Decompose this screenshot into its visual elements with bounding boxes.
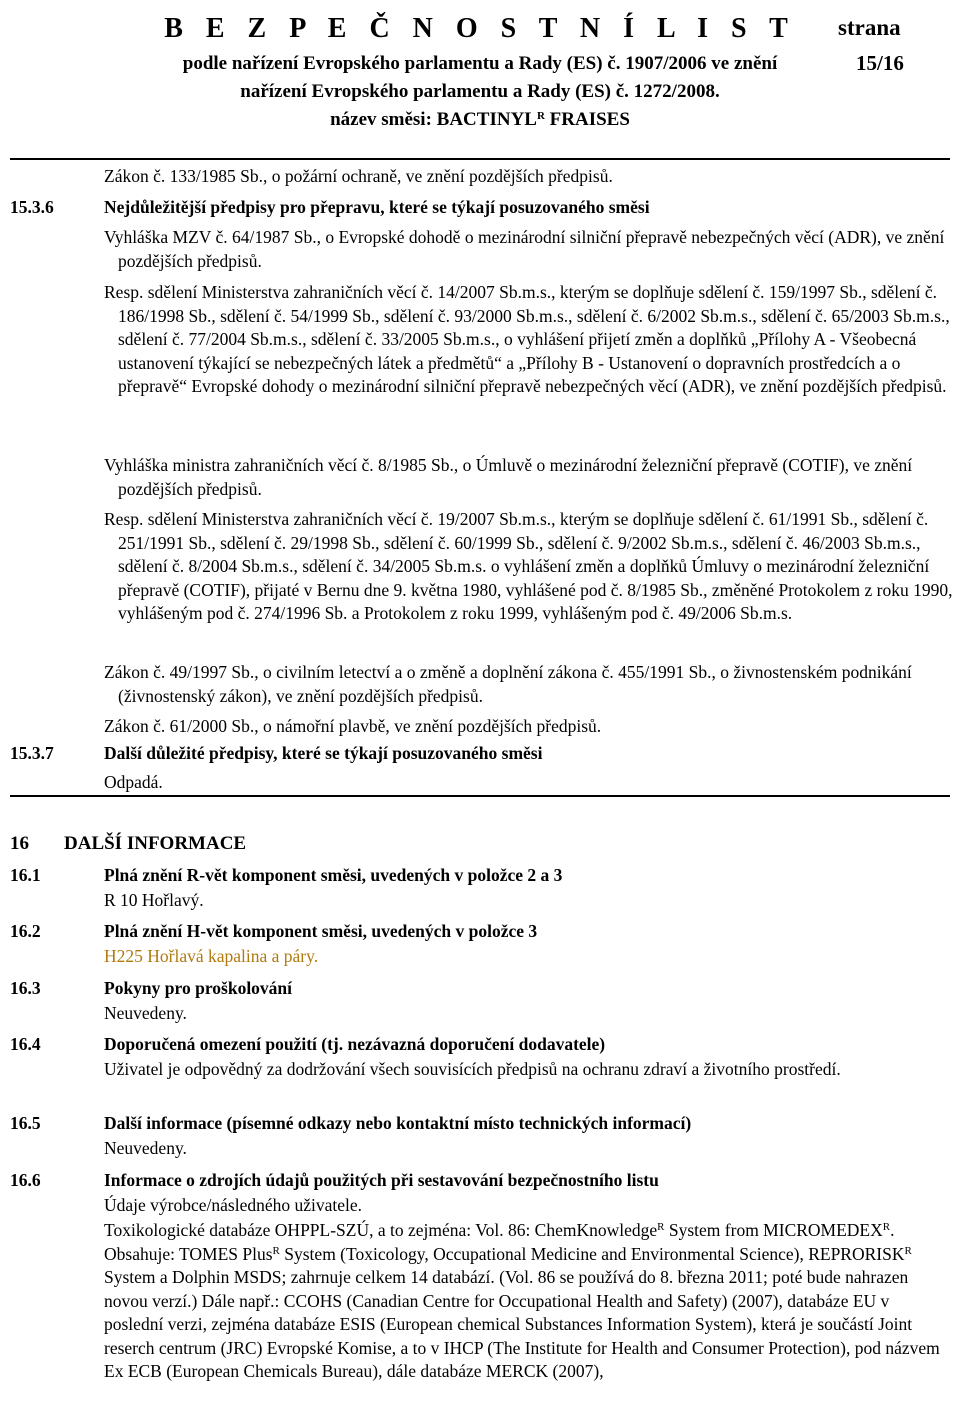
section-title: Nejdůležitější předpisy pro přepravu, které se týkají posuzovaného směsi [104,197,650,217]
section-number: 16.2 [10,921,41,941]
page-label: strana [838,15,901,40]
paragraph: Neuvedeny. [104,1138,187,1158]
paragraph: Vyhláška MZV č. 64/1987 Sb., o Evropské dohodě o mezinárodní silniční přepravě nebezpečných věcí (ADR), ve znění pozdějších předpisů. [104,227,945,271]
text-run: System from MICROMEDEX [664,1220,883,1240]
section-number: 16 [10,833,29,854]
section-title: Doporučená omezení použití (tj. nezávazná doporučení dodavatele) [104,1034,606,1054]
section-number: 15.3.7 [10,743,54,763]
paragraph: Neuvedeny. [104,1003,187,1023]
header-divider [10,158,950,160]
mixture-name-prefix: název směsi: BACTINYL [330,109,537,130]
section-title: Plná znění R-vět komponent směsi, uvedených v položce 2 a 3 [104,865,563,885]
paragraph: Uživatel je odpovědný za dodržování všech souvisících předpisů na ochranu zdraví a životního prostředí. [104,1059,841,1079]
section-number: 16.6 [10,1170,41,1190]
paragraph: Resp. sdělení Ministerstva zahraničních věcí č. 14/2007 Sb.m.s., kterým se doplňuje sdělení č. 159/1997 Sb., sdělení č. 186/1998 Sb., sdělení č. 54/1999 Sb., sdělení č. 93/2000 Sb.m.s., sdělení č. 6/2002 Sb.m.s., sdělení č. 65/2003 Sb.m.s., sdělení č. 77/2004 Sb.m.s., sdělení č. 33/2005 Sb.m.s., o vyhlášení přijetí změn a doplňků „Přílohy A - Všeobecná ustanovení týkající se nebezpečných látek a předmětů“ a „Přílohy B - Ustanovení o dopravních prostředcích a o přepravě“ Evropské dohody o mezinárodní silniční přepravě nebezpečných věcí (ADR), ve znění pozdějších předpisů. [104,282,950,396]
registered-mark: R [904,1244,912,1257]
regulation-line-1: podle nařízení Evropského parlamentu a Rady (ES) č. 1907/2006 ve znění [182,53,778,74]
text-run: . Obsahuje: TOMES Plus [104,1220,895,1264]
section-number: 15.3.6 [10,197,54,217]
registered-mark: R [882,1221,891,1233]
paragraph: H225 Hořlavá kapalina a páry. [104,946,319,966]
text-run: System (Toxicology, Occupational Medicine and Environmental Science), REPRORISK [279,1243,905,1264]
text-run: Toxikologické databáze OHPPL-SZÚ, a to zejména: Vol. 86: ChemKnowledge [104,1220,658,1240]
paragraph: Vyhláška ministra zahraničních věcí č. 8/1985 Sb., o Úmluvě o mezinárodní železniční přepravě (COTIF), ve znění pozdějších předpisů. [104,455,913,499]
mixture-name-suffix: FRAISES [544,109,630,130]
paragraph: Odpadá. [104,772,163,792]
paragraph: Zákon č. 49/1997 Sb., o civilním letectví a o změně a doplnění zákona č. 455/1991 Sb., o živnostenském podnikání (živnostenský zákon), ve znění pozdějších předpisů. [104,662,912,706]
mixture-name [0,108,960,132]
document-title: B E Z P E Č N O S T N Í L I S T [164,13,796,44]
registered-mark: R [536,110,545,122]
paragraph: Resp. sdělení Ministerstva zahraničních věcí č. 19/2007 Sb.m.s., kterým se doplňuje sdělení č. 61/1991 Sb., sdělení č. 251/1991 Sb., sdělení č. 29/1998 Sb., sdělení č. 60/1999 Sb., sdělení č. 9/2002 Sb.m.s., sdělení č. 46/2003 Sb.m.s., sdělení č. 8/2004 Sb.m.s., sdělení č. 34/2005 Sb.m.s. o vyhlášení změn a doplňků Úmluvy o mezinárodní železniční přepravě (COTIF), přijaté v Bernu dne 9. května 1980, vyhlášené pod č. 8/1985 Sb., změněné Protokolem z roku 1990, vyhlášeným pod č. 274/1996 Sb. a Protokolem z roku 1999, vyhlášeným pod č. 49/2006 Sb.m.s. [104,509,953,623]
section-number: 16.3 [10,978,41,998]
paragraph: Zákon č. 133/1985 Sb., o požární ochraně, ve znění pozdějších předpisů. [104,166,613,186]
section-number: 16.4 [10,1034,41,1054]
registered-mark: R [657,1221,665,1233]
section-title: Informace o zdrojích údajů použitých při sestavování bezpečnostního listu [104,1170,659,1190]
paragraph: R 10 Hořlavý. [104,890,204,910]
page-number: 15/16 [856,51,904,75]
regulation-line-2: nařízení Evropského parlamentu a Rady (ES) č. 1272/2008. [240,81,720,102]
section-number: 16.5 [10,1113,41,1133]
section-title: DALŠÍ INFORMACE [64,833,247,854]
section-title: Další důležité předpisy, které se týkají posuzovaného směsi [104,743,543,763]
section-title: Plná znění H-vět komponent směsi, uvedených v položce 3 [104,921,538,941]
text-run: System a Dolphin MSDS; zahrnuje celkem 14 databází. (Vol. 86 se používá do 8. března 2011; poté bude nahrazen novou verzí.) Dále např.: CCOHS (Canadian Centre for Occupational Health and Safety) (2007), databáze EU v poslední verzi, zejména databáze ESIS (European chemical Substances Information System), která je součástí Joint reserch centrum (JRC) Evropské Komise, a to v IHCP (The Institute for Health and Consumer Protection), pod názvem Ex ECB (European Chemicals Bureau), dále databáze MERCK (2007), [104,1267,940,1381]
registered-mark: R [272,1244,280,1257]
section-number: 16.1 [10,865,41,885]
section-title: Pokyny pro proškolování [104,978,293,998]
section-title: Další informace (písemné odkazy nebo kontaktní místo technických informací) [104,1113,692,1133]
paragraph: Údaje výrobce/následného uživatele. [104,1195,363,1215]
page-header [0,0,960,140]
paragraph [104,1219,950,1384]
section-divider [10,795,950,797]
paragraph: Zákon č. 61/2000 Sb., o námořní plavbě, ve znění pozdějších předpisů. [104,716,602,736]
